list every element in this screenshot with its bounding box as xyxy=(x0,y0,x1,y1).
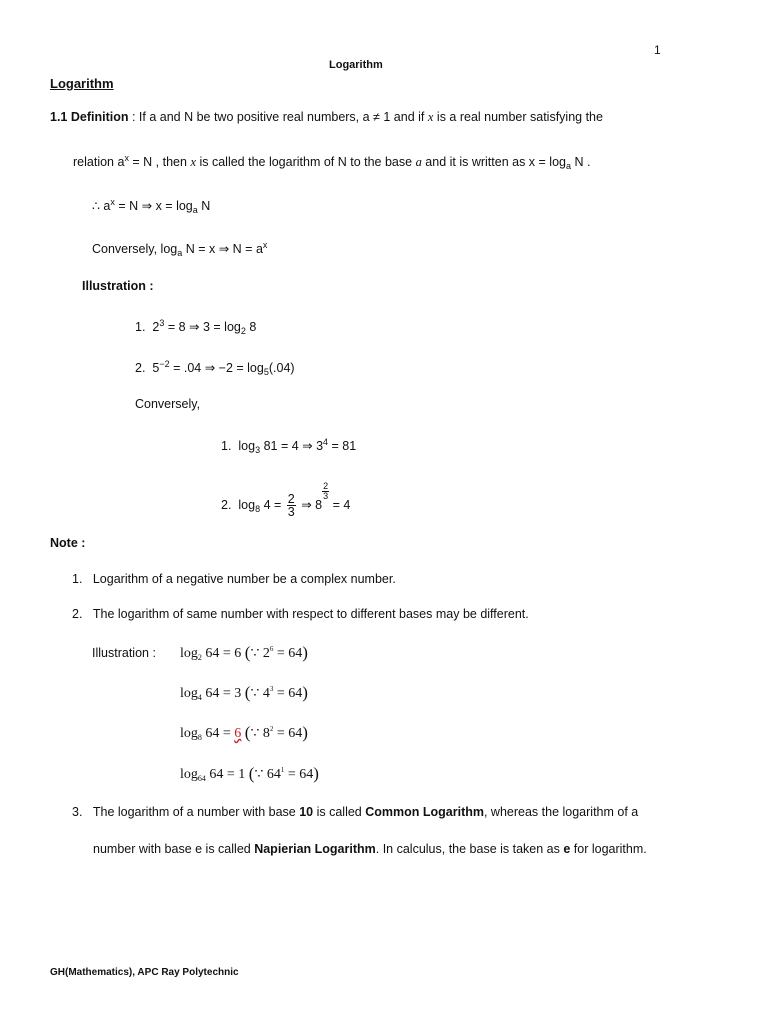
log-example-1: $\log_2 64 = 6$ (∵ $2^6 = 64$) xyxy=(180,643,308,662)
definition-label: 1.1 Definition xyxy=(50,110,129,124)
illustration-item-1: 1. $2^3 = 8$ ⇒ $3 = \log_2 8$ xyxy=(135,318,257,336)
conversely-item-2: 2. $\log_8 4$ = $\frac{2}{3}$ ⇒ 8 $\frac{2}{3}$ = 4 xyxy=(221,481,351,520)
log-example-3: $\log_8 64 = 6$ (∵ $8^2 = 64$) xyxy=(180,723,308,742)
fraction: $\frac{2}{3}$ xyxy=(287,492,295,520)
note-item-1: 1. Logarithm of a negative number be a complex number. xyxy=(72,572,396,586)
page-footer: GH(Mathematics), APC Ray Polytechnic xyxy=(50,967,239,978)
exponent-fraction: $\frac{2}{3}$ xyxy=(323,481,329,501)
note-label: Note : xyxy=(50,536,86,550)
conversely-line: Conversely, $\log_a N = x$ ⇒ $N = a^x$ xyxy=(92,240,268,258)
header-title: Logarithm xyxy=(329,59,383,71)
log-example-4: $\log_{64} 64 = 1$ (∵ $64^1 = 64$) xyxy=(180,764,319,783)
conversely-label: Conversely, xyxy=(135,397,201,411)
log-example-2: $\log_4 64 = 3$ (∵ $4^3 = 64$) xyxy=(180,683,308,702)
note-item-2: 2. The logarithm of same number with respect to different bases may be different. xyxy=(72,607,529,621)
section-heading: Logarithm xyxy=(50,76,114,91)
marked-value: 6 xyxy=(234,726,242,741)
conversely-item-1: 1. $\log_3 81 = 4$ ⇒ $3^4 = 81$ xyxy=(221,437,357,455)
therefore-line: ∴ $a^x = N$ ⇒ $x = \log_a N$ xyxy=(92,197,211,215)
note-item-3-line-2: number with base e is called Napierian Logarithm. In calculus, the base is taken as e for logarithm. xyxy=(93,842,647,856)
note-illustration-label: Illustration : xyxy=(92,646,156,660)
definition-line-2: relation $a^x = N$ , then x is called the logarithm of N to the base a and it is written as $x = \log_a N$ . xyxy=(73,153,591,171)
illustration-item-2: 2. $5^{-2} = .04$ ⇒ $-2 = \log_5(.04)$ xyxy=(135,359,295,377)
illustration-label: Illustration : xyxy=(82,279,154,293)
page-number: 1 xyxy=(654,43,661,57)
note-item-3-line-1: 3. The logarithm of a number with base 10 is called Common Logarithm, whereas the logarithm of a xyxy=(72,805,639,819)
definition-line-1: 1.1 Definition : If a and N be two positive real numbers, a ≠ 1 and if x is a real number satisfying the xyxy=(50,110,603,124)
